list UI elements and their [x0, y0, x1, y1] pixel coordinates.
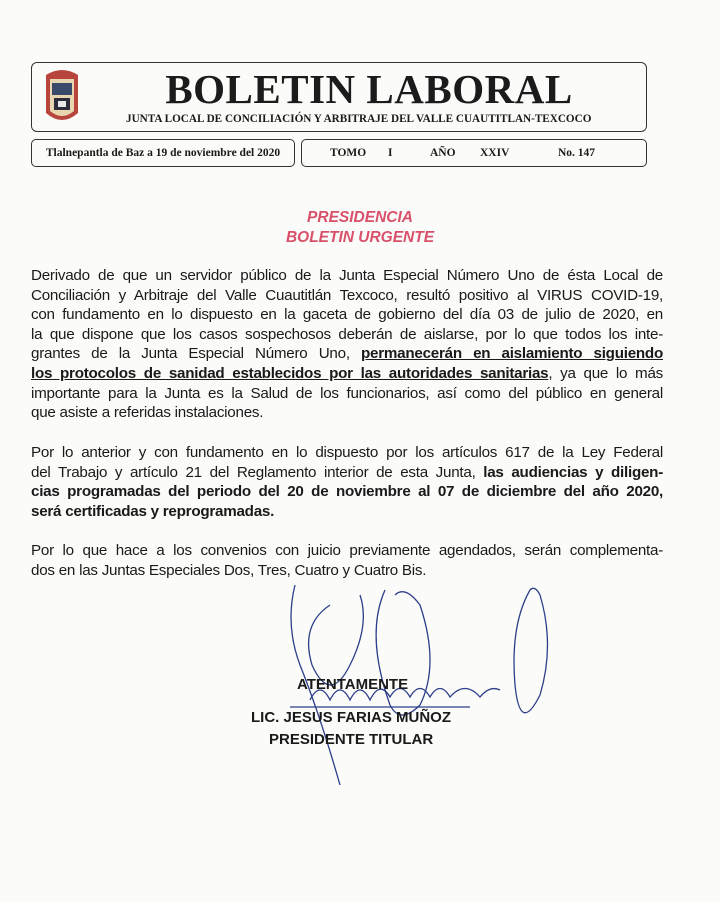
paragraph-1 — [31, 266, 663, 423]
text-segment: Derivado de que un servidor público de la Junta Especial Número Uno de ésta Local de — [31, 267, 663, 284]
bold-text: las audiencias y diligen- — [483, 463, 664, 481]
tomo-value: I — [388, 147, 393, 159]
heading-urgent: BOLETIN URGENTE — [285, 229, 435, 246]
text-line — [31, 403, 663, 423]
state-coat-of-arms-logo — [42, 67, 82, 125]
text-line — [31, 502, 663, 522]
underlined-text: los protocolos de sanidad establecidos por las autoridades sanitarias — [31, 364, 549, 382]
text-line — [31, 266, 663, 286]
text-segment: Por lo anterior y con fundamento en lo dispuesto por los artículos 617 de la Ley Federal — [31, 444, 663, 461]
signature-block — [0, 585, 720, 785]
text-line — [31, 325, 663, 345]
heading-presidencia: PRESIDENCIA — [307, 209, 413, 226]
masthead — [31, 62, 647, 132]
text-line — [31, 344, 663, 364]
text-segment: que asiste a referidas instalaciones. — [31, 404, 264, 422]
text-line — [31, 561, 663, 581]
text-segment: importante para la Junta es la Salud de los funcionarios, así como del público en general — [31, 384, 663, 402]
signatory-position: PRESIDENTE TITULAR — [269, 731, 434, 748]
bold-text: será certificadas y reprogramadas. — [31, 502, 275, 520]
text-segment: Por lo que hace a los convenios con juicio previamente agendados, serán complementa- — [31, 542, 663, 559]
text-line — [31, 482, 663, 502]
anio-label: AÑO — [430, 147, 456, 159]
text-segment: grantes de la Junta Especial Número Uno, — [31, 345, 362, 363]
issue-number: No. 147 — [558, 147, 596, 159]
paragraph-2 — [31, 443, 663, 521]
bulletin-title: BOLETIN LABORAL — [165, 66, 573, 112]
signatory-name: LIC. JESUS FARIAS MUÑOZ — [251, 709, 452, 726]
text-line — [31, 443, 663, 463]
underlined-text: permanecerán en aislamiento siguiendo — [361, 345, 663, 363]
text-line — [31, 384, 663, 404]
bulletin-subtitle: JUNTA LOCAL DE CONCILIACIÓN Y ARBITRAJE DEL VALLE CUAUTITLAN-TEXCOCO — [126, 113, 592, 125]
text-segment: Conciliación y Arbitraje del Valle Cuautitlán Texcoco, resultó positivo al VIRUS COVID-19, — [31, 286, 663, 304]
text-line — [31, 541, 663, 561]
text-line — [31, 305, 663, 325]
text-line — [31, 286, 663, 306]
tomo-label: TOMO — [330, 147, 367, 159]
text-segment: , ya que lo más — [548, 364, 663, 382]
place-date: Tlalnepantla de Baz a 19 de noviembre del 2020 — [31, 139, 295, 167]
text-segment: del Trabajo y artículo 21 del Reglamento interior de esta Junta, — [31, 463, 484, 481]
text-segment: con fundamento en lo dispuesto en la gaceta de gobierno del día 03 de julio de 2020, en — [31, 306, 663, 324]
closing-text: ATENTAMENTE — [297, 676, 409, 693]
issue-info — [301, 139, 647, 167]
text-line — [31, 463, 663, 483]
anio-value: XXIV — [480, 147, 510, 159]
paragraph-3 — [31, 541, 663, 580]
text-segment: dos en las Juntas Especiales Dos, Tres, Cuatro y Cuatro Bis. — [31, 561, 427, 579]
text-segment: la que dispone que los casos sospechosos deberán de aislarse, por lo que todos los inte- — [31, 325, 663, 343]
text-line — [31, 364, 663, 384]
bold-text: cias programadas del periodo del 20 de noviembre al 07 de diciembre del año 2020, — [31, 483, 663, 501]
